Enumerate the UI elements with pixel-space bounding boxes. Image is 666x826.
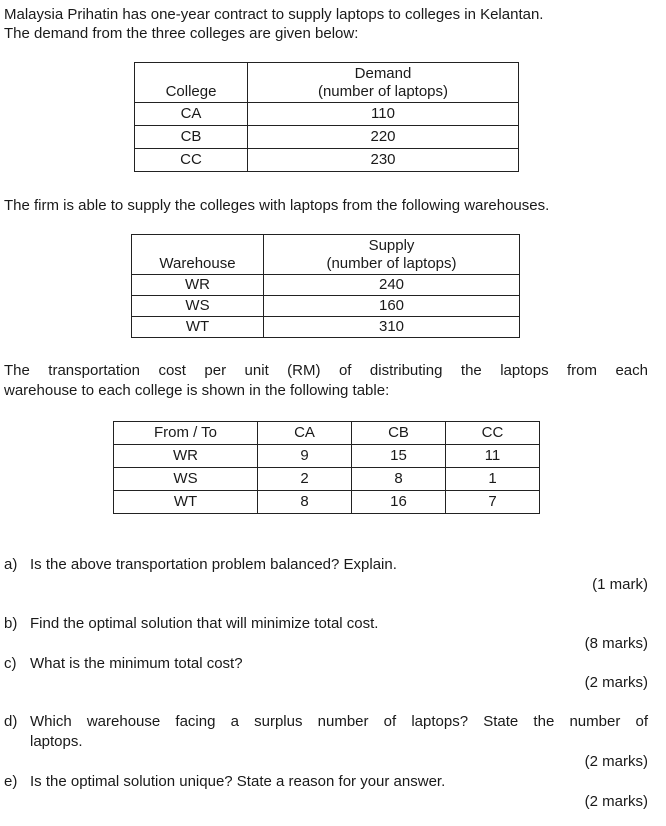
header-supply-line1: Supply bbox=[368, 236, 415, 254]
marks-d: (2 marks) bbox=[584, 753, 648, 770]
question-text: Is the above transportation problem balanced? Explain. bbox=[30, 556, 397, 573]
question-label: c) bbox=[4, 655, 17, 672]
question-a bbox=[4, 555, 648, 574]
cost-cell: 15 bbox=[352, 445, 446, 468]
supply-table bbox=[131, 234, 520, 338]
question-e bbox=[4, 772, 648, 791]
table-row bbox=[135, 126, 519, 149]
row-label: WS bbox=[114, 468, 258, 491]
question-d bbox=[4, 712, 648, 731]
supply-intro: The firm is able to supply the colleges with laptops from the following warehouses. bbox=[4, 197, 550, 214]
supply-value: 310 bbox=[264, 317, 520, 338]
header-demand bbox=[248, 63, 519, 103]
cost-cell: 16 bbox=[352, 491, 446, 514]
header-cb: CB bbox=[352, 422, 446, 445]
marks-a: (1 mark) bbox=[592, 576, 648, 593]
intro-line-1: Malaysia Prihatin has one-year contract to supply laptops to colleges in Kelantan. bbox=[4, 6, 544, 23]
supply-value: 240 bbox=[264, 275, 520, 296]
question-label: b) bbox=[4, 615, 18, 632]
table-row bbox=[132, 275, 520, 296]
table-header-row bbox=[132, 235, 520, 275]
header-supply bbox=[264, 235, 520, 275]
cost-intro-line-1: The transportation cost per unit (RM) of distributing the laptops from each bbox=[4, 362, 648, 379]
cost-cell: 9 bbox=[258, 445, 352, 468]
table-header-row bbox=[135, 63, 519, 103]
college-name: CC bbox=[135, 149, 248, 172]
table-row bbox=[132, 296, 520, 317]
table-row bbox=[114, 445, 540, 468]
demand-value: 230 bbox=[248, 149, 519, 172]
demand-table bbox=[134, 62, 519, 172]
question-text: Find the optimal solution that will minimize total cost. bbox=[30, 615, 379, 632]
warehouse-name: WS bbox=[132, 296, 264, 317]
table-row bbox=[135, 103, 519, 126]
table-row bbox=[114, 468, 540, 491]
cost-cell: 7 bbox=[446, 491, 540, 514]
intro-line-2: The demand from the three colleges are given below: bbox=[4, 25, 359, 42]
question-c bbox=[4, 654, 648, 673]
question-text: What is the minimum total cost? bbox=[30, 655, 243, 672]
cost-table bbox=[113, 421, 540, 514]
question-b bbox=[4, 614, 648, 633]
cost-intro-line-2: warehouse to each college is shown in the following table: bbox=[4, 382, 390, 399]
cost-cell: 2 bbox=[258, 468, 352, 491]
table-row bbox=[135, 149, 519, 172]
table-header-row bbox=[114, 422, 540, 445]
header-demand-line2: (number of laptops) bbox=[317, 82, 449, 100]
question-text-line1: Which warehouse facing a surplus number of laptops? State the number of bbox=[30, 713, 648, 730]
question-label: e) bbox=[4, 773, 18, 790]
cost-cell: 1 bbox=[446, 468, 540, 491]
warehouse-name: WR bbox=[132, 275, 264, 296]
header-college: College bbox=[135, 63, 248, 103]
table-row bbox=[132, 317, 520, 338]
header-ca: CA bbox=[258, 422, 352, 445]
header-warehouse: Warehouse bbox=[132, 235, 264, 275]
table-row bbox=[114, 491, 540, 514]
cost-cell: 11 bbox=[446, 445, 540, 468]
demand-value: 220 bbox=[248, 126, 519, 149]
header-cc: CC bbox=[446, 422, 540, 445]
row-label: WR bbox=[114, 445, 258, 468]
marks-b: (8 marks) bbox=[584, 635, 648, 652]
marks-e: (2 marks) bbox=[584, 793, 648, 810]
question-text: Is the optimal solution unique? State a reason for your answer. bbox=[30, 773, 446, 790]
warehouse-name: WT bbox=[132, 317, 264, 338]
row-label: WT bbox=[114, 491, 258, 514]
question-label: a) bbox=[4, 556, 18, 573]
college-name: CA bbox=[135, 103, 248, 126]
cost-cell: 8 bbox=[258, 491, 352, 514]
question-label: d) bbox=[4, 713, 18, 730]
question-d-line2: laptops. bbox=[30, 733, 83, 750]
demand-value: 110 bbox=[248, 103, 519, 126]
marks-c: (2 marks) bbox=[584, 674, 648, 691]
supply-value: 160 bbox=[264, 296, 520, 317]
header-supply-line2: (number of laptops) bbox=[326, 254, 457, 272]
cost-cell: 8 bbox=[352, 468, 446, 491]
college-name: CB bbox=[135, 126, 248, 149]
header-from-to: From / To bbox=[114, 422, 258, 445]
header-demand-line1: Demand bbox=[354, 64, 412, 82]
